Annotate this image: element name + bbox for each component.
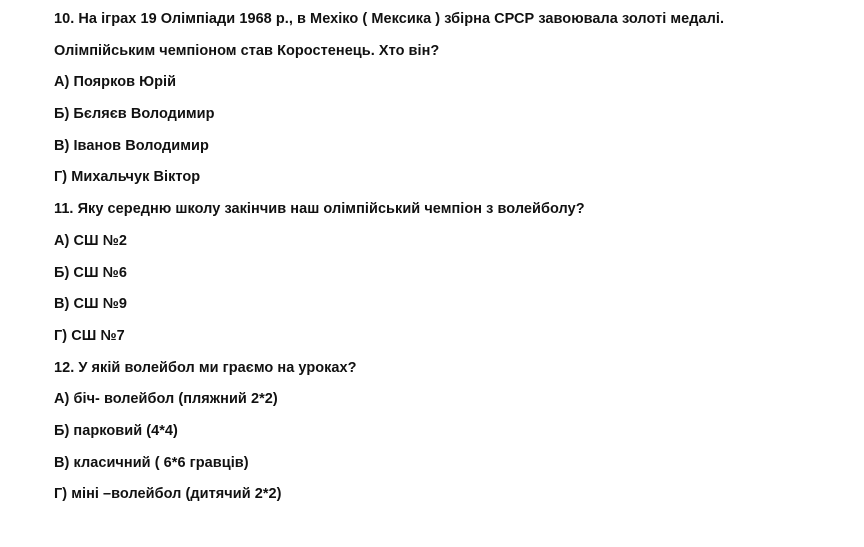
question-11-option-b: Б) СШ №6	[54, 264, 127, 281]
question-10-option-b: Б) Бєляєв Володимир	[54, 106, 215, 123]
quiz-document	[54, 11, 854, 518]
question-10-option-d: Г) Михальчук Віктор	[54, 169, 201, 186]
question-12-option-d: Г) міні –волейбол (дитячий 2*2)	[54, 486, 282, 503]
question-11-option-a: А) СШ №2	[54, 232, 128, 249]
question-12-option-a: А) біч- волейбол (пляжний 2*2)	[54, 391, 278, 408]
question-10-option-a: А) Поярков Юрій	[54, 74, 177, 91]
question-12-option-b: Б) парковий (4*4)	[54, 422, 178, 439]
question-10-option-c: В) Іванов Володимир	[54, 137, 209, 154]
question-10-text: 10. На іграх 19 Олімпіади 1968 р., в Мехіко ( Мексика ) збірна СРСР завоювала золоті медалі.	[54, 11, 725, 27]
question-11-option-d: Г) СШ №7	[54, 327, 125, 344]
question-11-text: 11. Яку середню школу закінчив наш олімпійський чемпіон з волейболу?	[54, 201, 585, 218]
question-11-option-c: В) СШ №9	[54, 296, 128, 313]
question-12-option-c: В) класичний ( 6*6 гравців)	[54, 454, 249, 471]
question-10-text-continued: Олімпійським чемпіоном став Коростенець. Хто він?	[54, 42, 440, 59]
question-12-text: 12. У якій волейбол ми граємо на уроках?	[54, 359, 357, 376]
